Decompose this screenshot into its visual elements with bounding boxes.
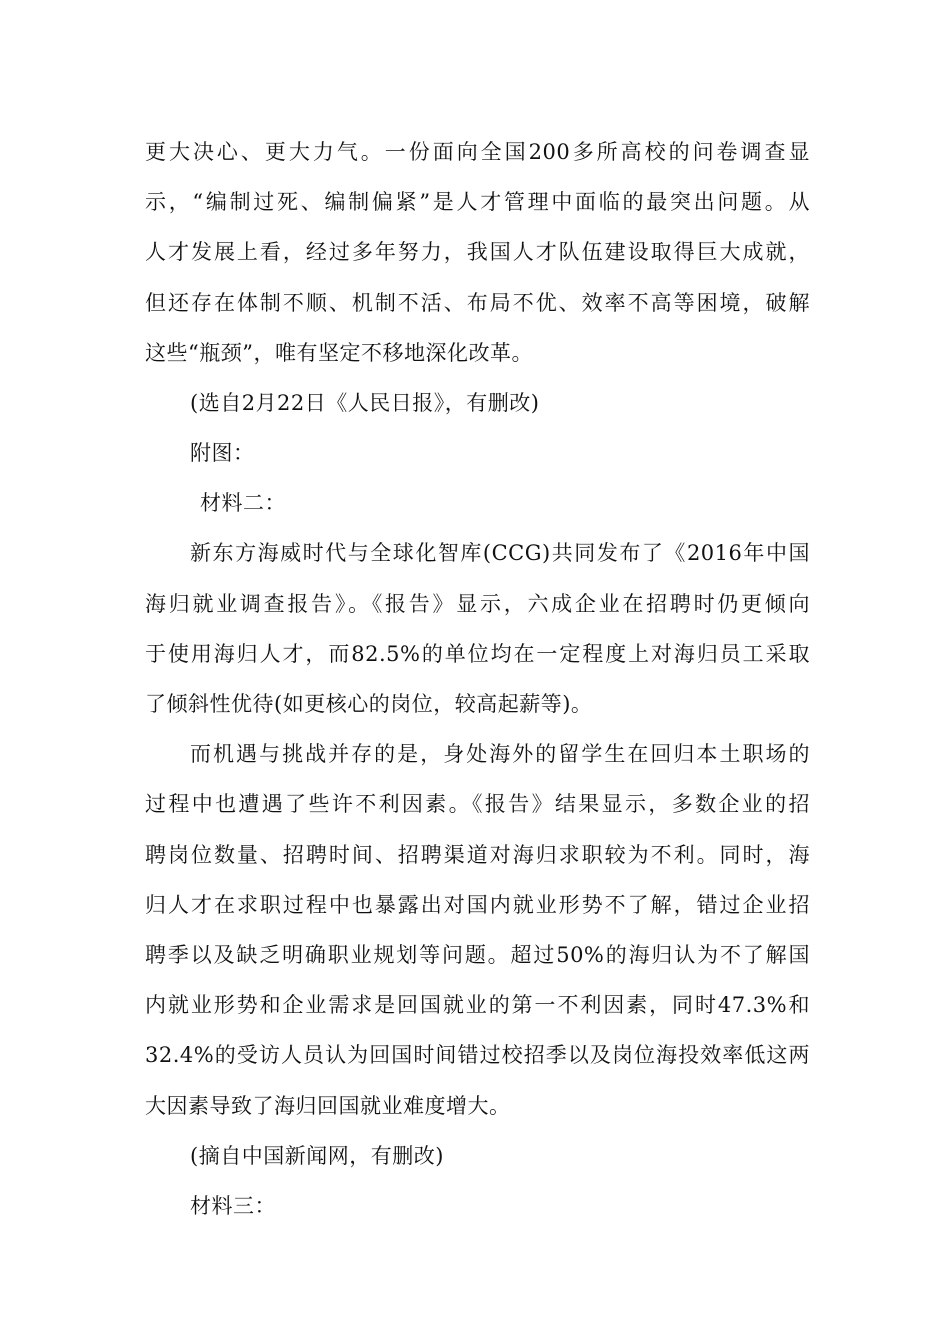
paragraph-line: 内就业形势和企业需求是回国就业的第一不利因素，同时47.3%和 [145,993,810,1017]
section-heading-material-3: 材料三： [190,1194,276,1218]
paragraph-line: 海归就业调查报告》。《报告》显示，六成企业在招聘时仍更倾向 [145,592,810,616]
paragraph-line: 新东方海威时代与全球化智库(CCG)共同发布了《2016年中国 [190,541,810,565]
paragraph-line: 过程中也遭遇了些许不利因素。《报告》结果显示，多数企业的招 [145,792,810,816]
paragraph-line: 这些“瓶颈”，唯有坚定不移地深化改革。 [145,341,533,365]
paragraph-line: 归人才在求职过程中也暴露出对国内就业形势不了解，错过企业招 [145,893,810,917]
figure-label: 附图： [190,441,255,465]
paragraph-line: 聘季以及缺乏明确职业规划等问题。超过50%的海归认为不了解国 [145,943,810,967]
paragraph-line: 而机遇与挑战并存的是，身处海外的留学生在回归本土职场的 [190,742,810,766]
paragraph-line: 大因素导致了海归回国就业难度增大。 [145,1094,511,1118]
paragraph-line: 聘岗位数量、招聘时间、招聘渠道对海归求职较为不利。同时，海 [145,843,810,867]
source-citation: (摘自中国新闻网，有删改) [190,1144,444,1168]
paragraph-line: 人才发展上看，经过多年努力，我国人才队伍建设取得巨大成就， [145,240,810,264]
paragraph-line: 示，“编制过死、编制偏紧”是人才管理中面临的最突出问题。从 [145,190,810,214]
paragraph-line: 但还存在体制不顺、机制不活、布局不优、效率不高等困境，破解 [145,291,810,315]
paragraph-line: 32.4%的受访人员认为回国时间错过校招季以及岗位海投效率低这两 [145,1043,810,1067]
section-heading-material-2: 材料二： [200,491,286,515]
paragraph-line: 更大决心、更大力气。一份面向全国200多所高校的问卷调查显 [145,140,810,164]
source-citation: (选自2月22日《人民日报》，有删改) [190,391,540,415]
paragraph-line: 于使用海归人才，而82.5%的单位均在一定程度上对海归员工采取 [145,642,810,666]
paragraph-line: 了倾斜性优待(如更核心的岗位，较高起薪等)。 [145,692,593,716]
